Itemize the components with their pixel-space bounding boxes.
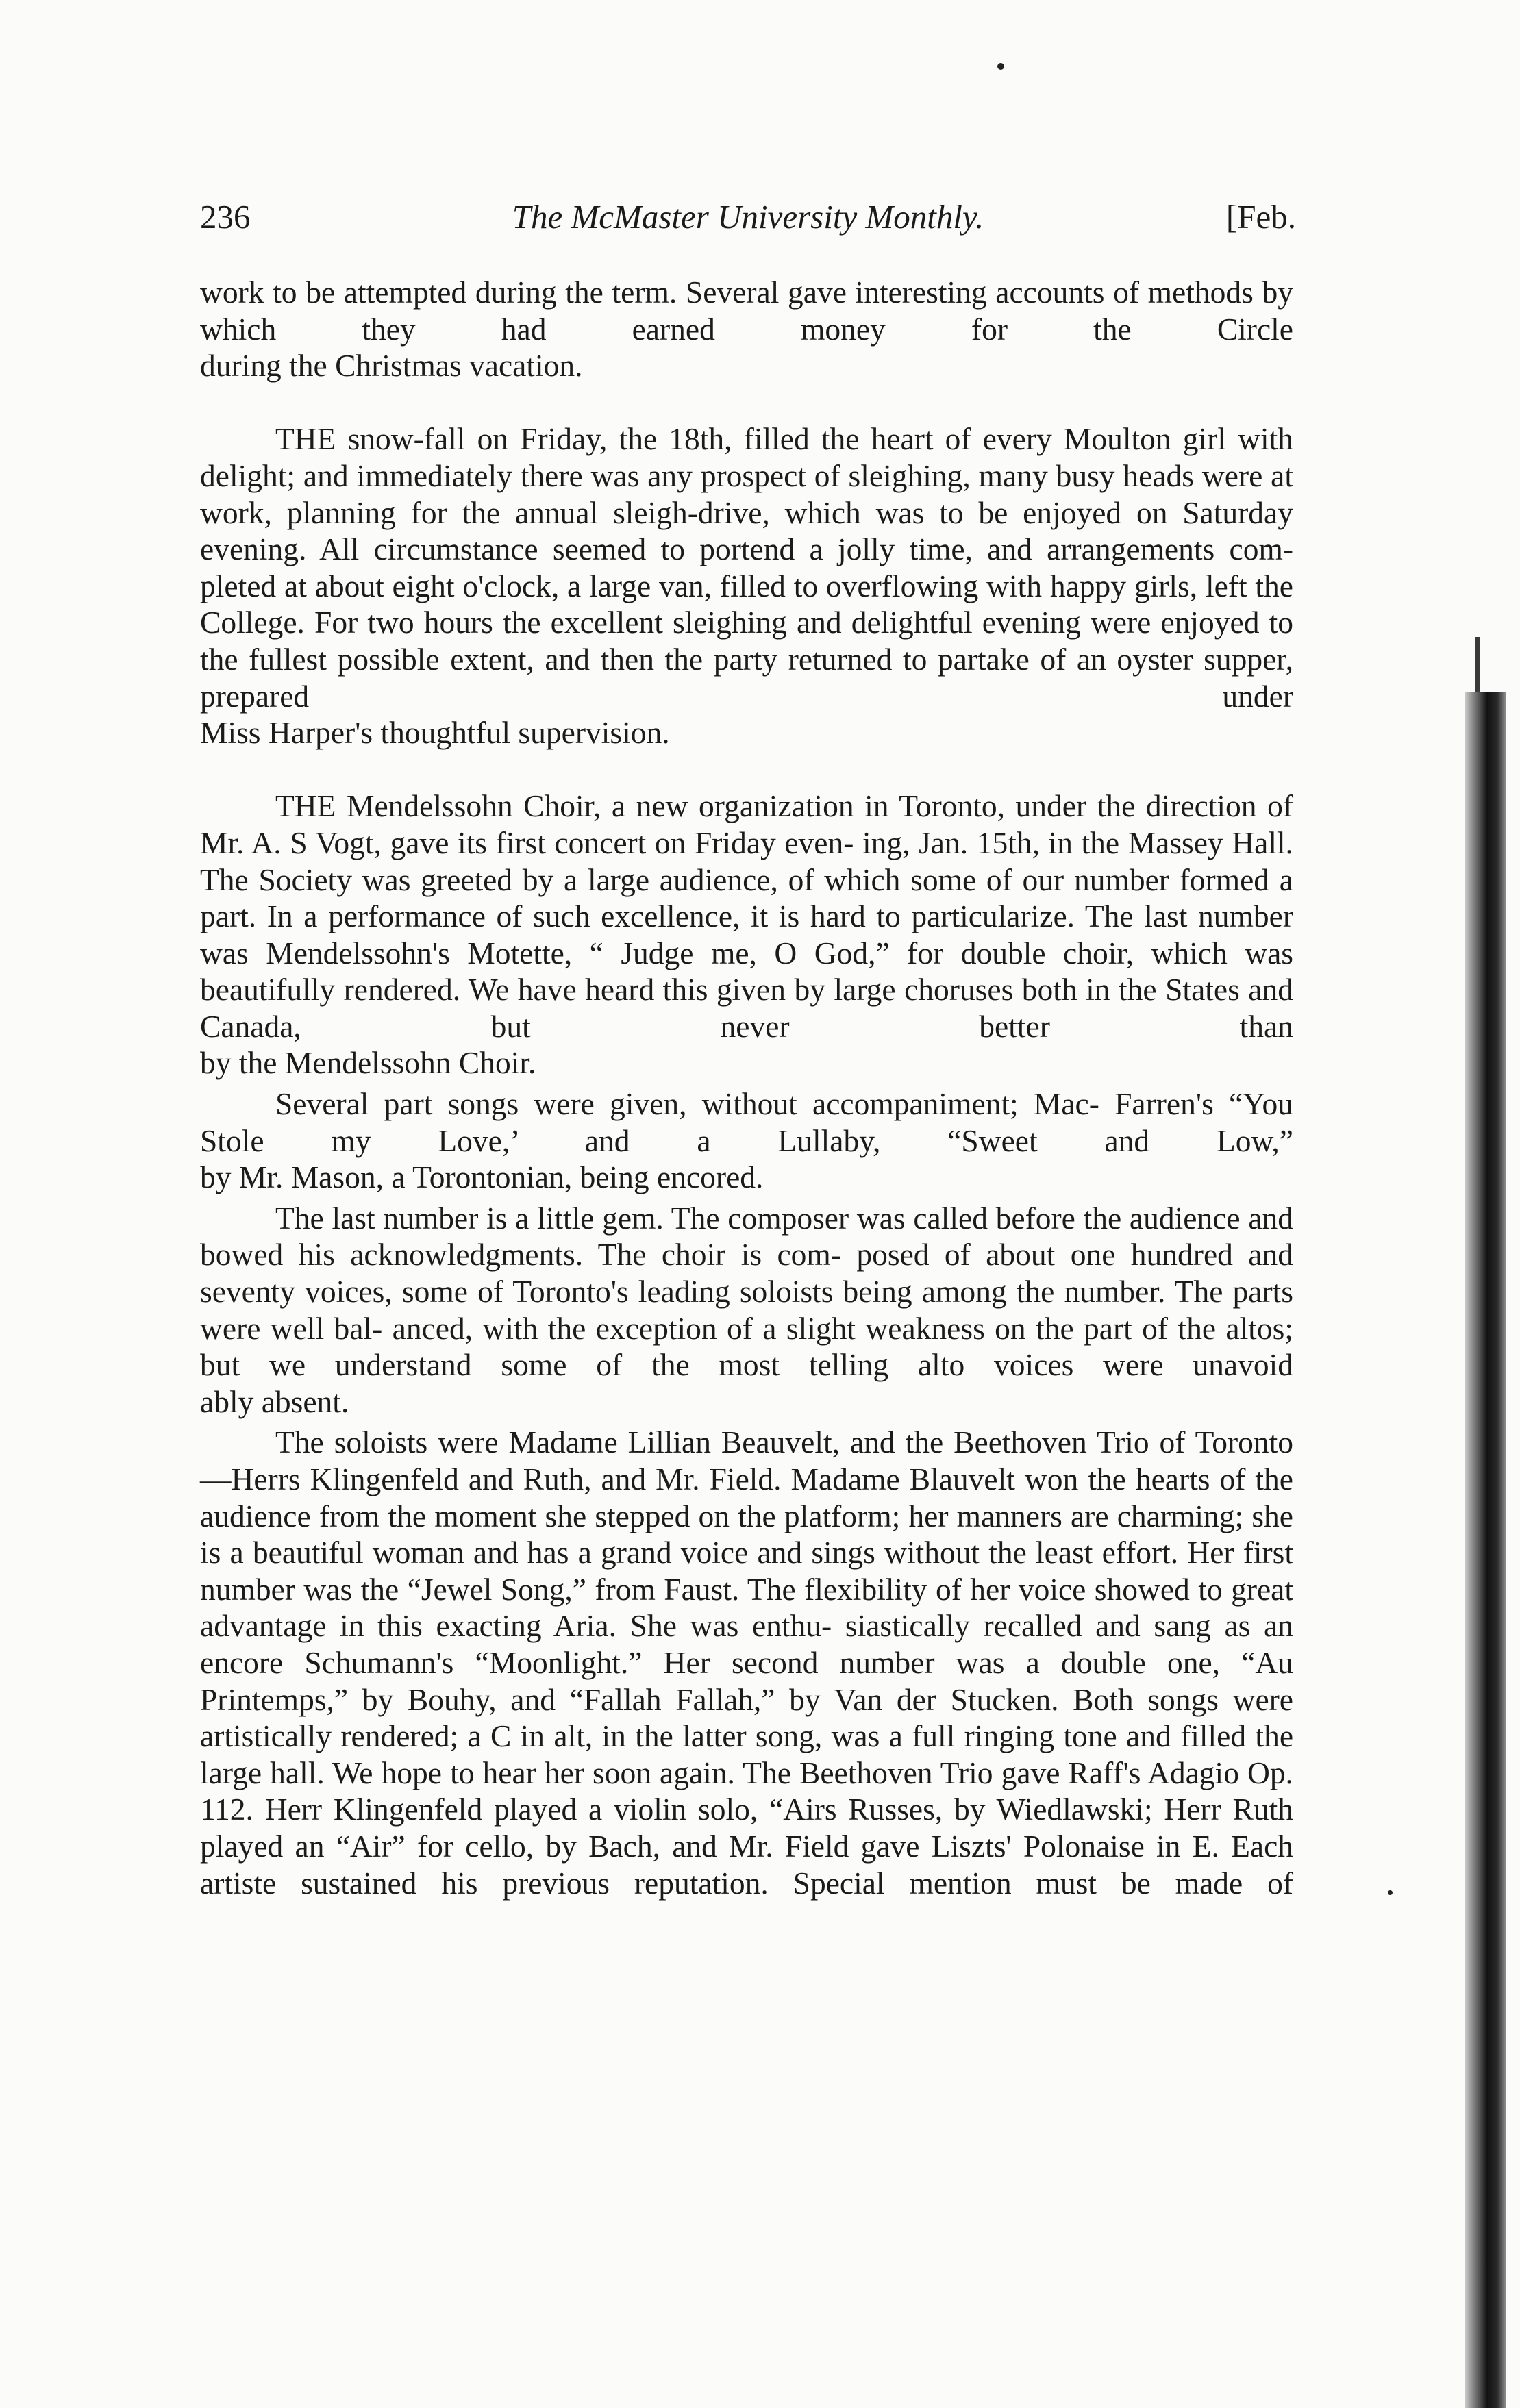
text-line: gave Raff's Adagio Op. 112. Herr Klingenfeld played a violin solo,: [200, 1755, 1293, 1827]
text-line: but we understand some of the most telling alto voices were unavoid: [200, 1347, 1293, 1383]
text-line: posed of about one hundred and seventy voices, some of Toronto's: [200, 1237, 1293, 1309]
text-line: “Airs Russes, by Wiedlawski; Herr Ruth played an “Air” for cello,: [200, 1792, 1294, 1864]
text-line: siastically recalled and sang as an encore Schumann's “Moonlight.”: [200, 1608, 1293, 1680]
text-line: and “Fallah Fallah,” by Van der Stucken. Both songs were artistically: [200, 1681, 1294, 1754]
text-line: The soloists were Madame Lillian Beauvelt, and the Beethoven: [275, 1425, 1087, 1460]
text-line: Blauvelt won the hearts of the audience from the moment she stepped: [200, 1462, 1293, 1533]
ink-speck-top: [997, 63, 1004, 70]
paragraph-circle-report: [200, 274, 1293, 347]
text-line: sustained his previous reputation. Special mention must be made of: [301, 1865, 1294, 1901]
text-line: pleted at about eight o'clock, a large van, filled to overflowing with: [200, 568, 1043, 603]
text-line: Miss Harper's thoughtful supervision.: [200, 715, 670, 751]
text-line: ably absent.: [200, 1383, 349, 1419]
text-line: THE Mendelssohn Choir, a new organization in Toronto, under: [275, 788, 1087, 824]
text-line: Trio of Toronto—Herrs Klingenfeld and Ruth, and Mr. Field. Madame: [200, 1425, 1294, 1496]
text-line: during the Christmas vacation.: [200, 348, 583, 384]
text-line: by the Mendelssohn Choir.: [200, 1045, 536, 1081]
running-header: [200, 197, 1296, 238]
text-line: happy girls, left the College. For two hours the excellent sleighing: [200, 568, 1293, 640]
paragraph-last-number: [200, 1200, 1293, 1383]
text-line: Her second number was a double one, “Au Printemps,” by Bouhy,: [200, 1644, 1294, 1717]
text-line: by Mr. Mason, a Torontonian, being encored.: [200, 1159, 764, 1195]
text-line: circumstance seemed to portend a jolly time, and arrangements com-: [373, 531, 1293, 567]
text-line: number was Mendelssohn's Motette, “ Judge me, O God,” for double: [200, 899, 1294, 970]
text-line: Moulton girl with delight; and immediately there was any prospect: [200, 421, 1293, 493]
text-line: the direction of Mr. A. S Vogt, gave its first concert on Friday even-: [200, 788, 1293, 860]
text-line: number was the “Jewel Song,” from Faust. The flexibility of her: [200, 1571, 1010, 1607]
scan-edge-shadow: [1465, 692, 1506, 2408]
paragraph-part-songs-end: [200, 1159, 1293, 1196]
text-line: choir, which was beautifully rendered. We have heard this given by: [200, 935, 1293, 1007]
text-line: then the party returned to partake of an oyster supper, prepared under: [200, 641, 1294, 714]
issue-month: [Feb.: [1225, 198, 1296, 236]
text-line: voice showed to great advantage in this exacting Aria. She was enthu-: [200, 1571, 1294, 1644]
ink-speck-right: [1388, 1890, 1393, 1895]
text-line: sleigh-drive, which was to be enjoyed on Saturday evening. All: [200, 494, 1293, 567]
text-line: anced, with the exception of a slight weakness on the part of the altos;: [392, 1310, 1294, 1346]
journal-title: The McMaster University Monthly.: [512, 198, 984, 236]
paragraph-sleigh-drive: [200, 421, 1293, 714]
text-line: leading soloists being among the number. The parts were well bal-: [200, 1274, 1293, 1346]
text-line: accounts of methods by which they had earned money for the Circle: [200, 275, 1293, 347]
text-line: ing, Jan. 15th, in the Massey Hall. The Society was greeted by a: [200, 825, 1294, 897]
paragraph-mendelssohn-choir-end: [200, 1044, 1293, 1081]
paragraph-mendelssohn-choir: [200, 788, 1293, 1044]
text-line: on the platform; her manners are charming; she is a beautiful woman: [200, 1498, 1293, 1570]
text-line: rendered; a C in alt, in the latter song, was a full ringing tone and filled: [340, 1718, 1247, 1754]
text-line: of sleighing, many busy heads were at work, planning for the annual: [200, 457, 1293, 530]
text-line: the large hall. We hope to hear her soon again. The Beethoven Trio: [200, 1718, 1294, 1790]
text-line: work to be attempted during the term. Several gave interesting: [200, 275, 987, 310]
paragraph-soloists: [200, 1424, 1293, 1901]
paragraph-last-number-end: [200, 1383, 1293, 1420]
text-line: by Bach, and Mr. Field gave Liszts' Polonaise in E. Each artiste: [200, 1828, 1294, 1901]
text-line: The last number is a little gem. The composer was called before: [275, 1200, 1075, 1236]
text-line: THE snow-fall on Friday, the 18th, filled the heart of every: [275, 421, 1052, 457]
text-line: and has a grand voice and sings without the least effort. Her first: [473, 1535, 1294, 1570]
page-number: 236: [200, 198, 251, 236]
text-line: and delightful evening were enjoyed to the fullest possible extent, and: [200, 605, 1294, 677]
text-line: large audience, of which some of our number formed a part. In a: [200, 862, 1293, 934]
article-body: [200, 274, 1293, 1901]
paragraph-sleigh-drive-end: [200, 714, 1293, 751]
text-line: large choruses both in the States and Canada, but never better than: [200, 972, 1293, 1044]
paragraph-circle-report-end: [200, 347, 1293, 384]
text-line: Farren's “You Stole my Love,’ and a Lullaby, “Sweet and Low,”: [200, 1086, 1293, 1158]
text-line: Several part songs were given, without accompaniment; Mac-: [275, 1086, 1099, 1122]
text-line: the audience and bowed his acknowledgments. The choir is com-: [200, 1200, 1294, 1272]
text-line: performance of such excellence, it is hard to particularize. The last: [328, 899, 1188, 934]
paragraph-part-songs: [200, 1086, 1293, 1159]
